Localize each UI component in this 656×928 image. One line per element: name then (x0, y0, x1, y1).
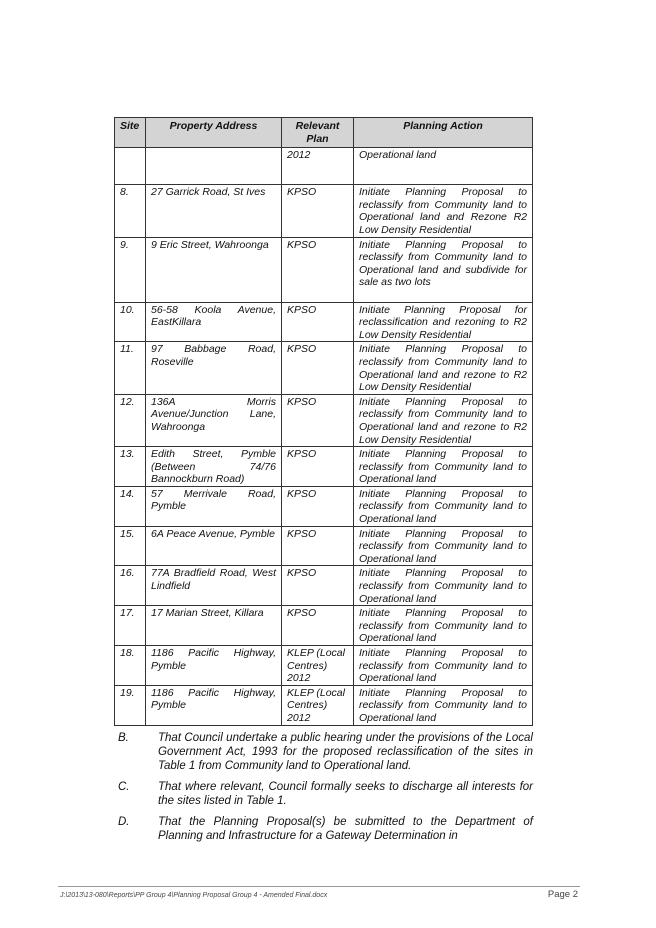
planning-action-cell: Initiate Planning Proposal to reclassify from Community land to Operational land (354, 646, 533, 686)
site-cell: 19. (115, 685, 146, 725)
address-cell: 97 Babbage Road, Roseville (146, 342, 282, 394)
header-property-address: Property Address (146, 118, 282, 148)
plan-cell: KPSO (282, 606, 354, 646)
table-row (115, 606, 533, 646)
address-cell: 56-58 Koola Avenue, EastKillara (146, 302, 282, 342)
plan-cell: KPSO (282, 486, 354, 526)
site-cell: 16. (115, 566, 146, 606)
address-cell: 136A Morris Avenue/Junction Lane, Wahroonga (146, 394, 282, 446)
table-header-row (115, 118, 533, 148)
table-row (115, 486, 533, 526)
planning-action-cell: Initiate Planning Proposal to reclassify from Community land to Operational land (354, 606, 533, 646)
address-cell: 17 Marian Street, Killara (146, 606, 282, 646)
address-cell (146, 148, 282, 185)
plan-cell: KLEP (Local Centres) 2012 (282, 646, 354, 686)
plan-cell: KPSO (282, 302, 354, 342)
site-cell: 17. (115, 606, 146, 646)
table-row (115, 302, 533, 342)
site-cell: 14. (115, 486, 146, 526)
header-relevant-plan: Relevant Plan (282, 118, 354, 148)
plan-cell: KPSO (282, 342, 354, 394)
table-row (115, 646, 533, 686)
sites-table (114, 117, 533, 726)
plan-cell: KLEP (Local Centres) 2012 (282, 685, 354, 725)
site-cell: 9. (115, 237, 146, 302)
address-cell: 6A Peace Avenue, Pymble (146, 526, 282, 566)
site-cell: 15. (115, 526, 146, 566)
planning-action-cell: Initiate Planning Proposal to reclassify from Community land to Operational land (354, 526, 533, 566)
address-cell: 1186 Pacific Highway, Pymble (146, 646, 282, 686)
table-row (115, 394, 533, 446)
address-cell: 57 Merrivale Road, Pymble (146, 486, 282, 526)
resolution-b (118, 731, 533, 773)
resolution-d (118, 815, 533, 843)
planning-action-cell: Initiate Planning Proposal for reclassification and rezoning to R2 Low Density Residential (354, 302, 533, 342)
site-cell: 13. (115, 447, 146, 487)
planning-action-cell: Initiate Planning Proposal to reclassify from Community land to Operational land (354, 447, 533, 487)
plan-cell: KPSO (282, 566, 354, 606)
site-cell: 10. (115, 302, 146, 342)
planning-action-cell: Initiate Planning Proposal to reclassify from Community land to Operational land and rezone to R2 Low Density Residential (354, 394, 533, 446)
site-cell: 8. (115, 185, 146, 237)
footer-page-number: Page 2 (547, 889, 578, 900)
planning-action-cell: Initiate Planning Proposal to reclassify from Community land to Operational land (354, 486, 533, 526)
plan-cell: KPSO (282, 526, 354, 566)
footer-divider (58, 886, 580, 887)
table-row (115, 237, 533, 302)
header-planning-action: Planning Action (354, 118, 533, 148)
site-cell: 11. (115, 342, 146, 394)
table-row (115, 185, 533, 237)
resolution-c (118, 780, 533, 808)
resolution-text: That the Planning Proposal(s) be submitted to the Department of Planning and Infrastructure for a Gateway Determination in (158, 816, 533, 842)
table-row (115, 566, 533, 606)
table-body (115, 148, 533, 725)
site-cell: 18. (115, 646, 146, 686)
site-cell (115, 148, 146, 185)
planning-action-cell: Initiate Planning Proposal to reclassify from Community land to Operational land and Rezone R2 Low Density Residential (354, 185, 533, 237)
plan-cell: KPSO (282, 237, 354, 302)
address-cell: 27 Garrick Road, St Ives (146, 185, 282, 237)
table-row (115, 526, 533, 566)
planning-action-cell: Operational land (354, 148, 533, 185)
table-row (115, 685, 533, 725)
resolution-label: B. (118, 732, 129, 744)
address-cell: 77A Bradfield Road, West Lindfield (146, 566, 282, 606)
plan-cell: KPSO (282, 394, 354, 446)
plan-cell: 2012 (282, 148, 354, 185)
footer-file-path: J:\2013\13-080\Reports\PP Group 4\Planning Proposal Group 4 - Amended Final.docx (60, 892, 328, 899)
table-row (115, 148, 533, 185)
plan-cell: KPSO (282, 185, 354, 237)
resolution-text: That where relevant, Council formally seeks to discharge all interests for the sites listed in Table 1. (158, 781, 533, 807)
address-cell: Edith Street, Pymble (Between 74/76 Bannockburn Road) (146, 447, 282, 487)
plan-cell: KPSO (282, 447, 354, 487)
table-row (115, 342, 533, 394)
planning-action-cell: Initiate Planning Proposal to reclassify from Community land to Operational land and subdivide for sale as two lots (354, 237, 533, 302)
resolution-text: That Council undertake a public hearing under the provisions of the Local Government Act, 1993 for the proposed reclassification of the sites in Table 1 from Community land to Operational land. (158, 732, 533, 772)
header-site: Site (115, 118, 146, 148)
resolution-label: C. (118, 781, 130, 793)
site-cell: 12. (115, 394, 146, 446)
planning-action-cell: Initiate Planning Proposal to reclassify from Community land to Operational land and rezone to R2 Low Density Residential (354, 342, 533, 394)
resolution-label: D. (118, 816, 130, 828)
table-row (115, 447, 533, 487)
planning-action-cell: Initiate Planning Proposal to reclassify from Community land to Operational land (354, 566, 533, 606)
planning-action-cell: Initiate Planning Proposal to reclassify from Community land to Operational land (354, 685, 533, 725)
address-cell: 1186 Pacific Highway, Pymble (146, 685, 282, 725)
address-cell: 9 Eric Street, Wahroonga (146, 237, 282, 302)
